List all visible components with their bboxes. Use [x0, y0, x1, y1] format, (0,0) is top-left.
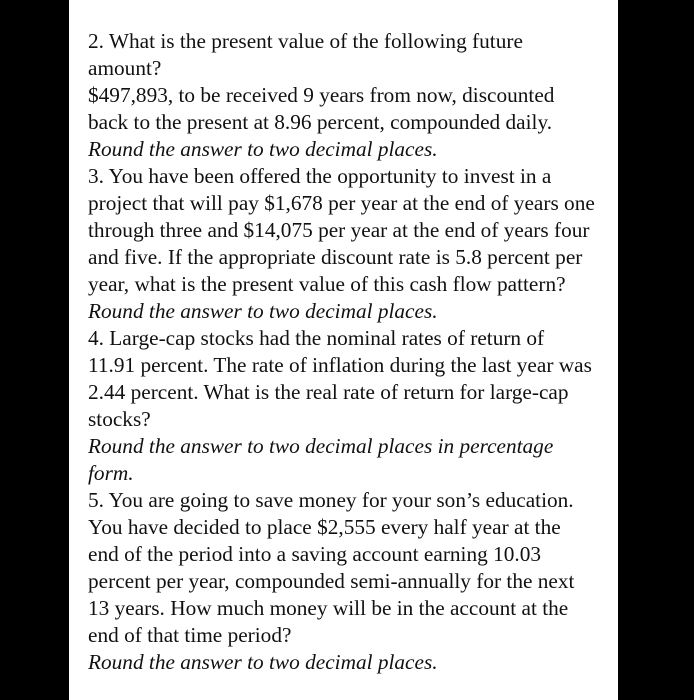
instruction-line: Round the answer to two decimal places. — [88, 650, 438, 674]
text-line: 4. Large-cap stocks had the nominal rates of return of — [88, 326, 545, 350]
text-line: back to the present at 8.96 percent, compounded daily. — [88, 110, 553, 134]
document-page — [69, 0, 618, 700]
text-line: 5. You are going to save money for your son’s education. — [88, 488, 574, 512]
text-line: 2. What is the present value of the following future — [88, 29, 523, 53]
text-line: amount? — [88, 56, 162, 80]
text-line: through three and $14,075 per year at the end of years four — [88, 218, 590, 242]
instruction-line: Round the answer to two decimal places. — [88, 137, 438, 161]
instruction-line: form. — [88, 461, 134, 485]
text-line: project that will pay $1,678 per year at the end of years one — [88, 191, 595, 215]
text-line: percent per year, compounded semi-annually for the next — [88, 569, 575, 593]
instruction-line: Round the answer to two decimal places. — [88, 299, 438, 323]
text-line: 11.91 percent. The rate of inflation during the last year was — [88, 353, 592, 377]
problem-text — [88, 28, 613, 676]
text-line: end of the period into a saving account earning 10.03 — [88, 542, 542, 566]
instruction-line: Round the answer to two decimal places in percentage — [88, 434, 554, 458]
text-line: 2.44 percent. What is the real rate of return for large-cap — [88, 380, 569, 404]
text-line: 3. You have been offered the opportunity to invest in a — [88, 164, 552, 188]
text-line: year, what is the present value of this cash flow pattern? — [88, 272, 566, 296]
text-line: end of that time period? — [88, 623, 292, 647]
text-line: stocks? — [88, 407, 151, 431]
text-line: 13 years. How much money will be in the account at the — [88, 596, 569, 620]
text-line: You have decided to place $2,555 every half year at the — [88, 515, 561, 539]
text-line: and five. If the appropriate discount rate is 5.8 percent per — [88, 245, 583, 269]
text-line: $497,893, to be received 9 years from now, discounted — [88, 83, 555, 107]
